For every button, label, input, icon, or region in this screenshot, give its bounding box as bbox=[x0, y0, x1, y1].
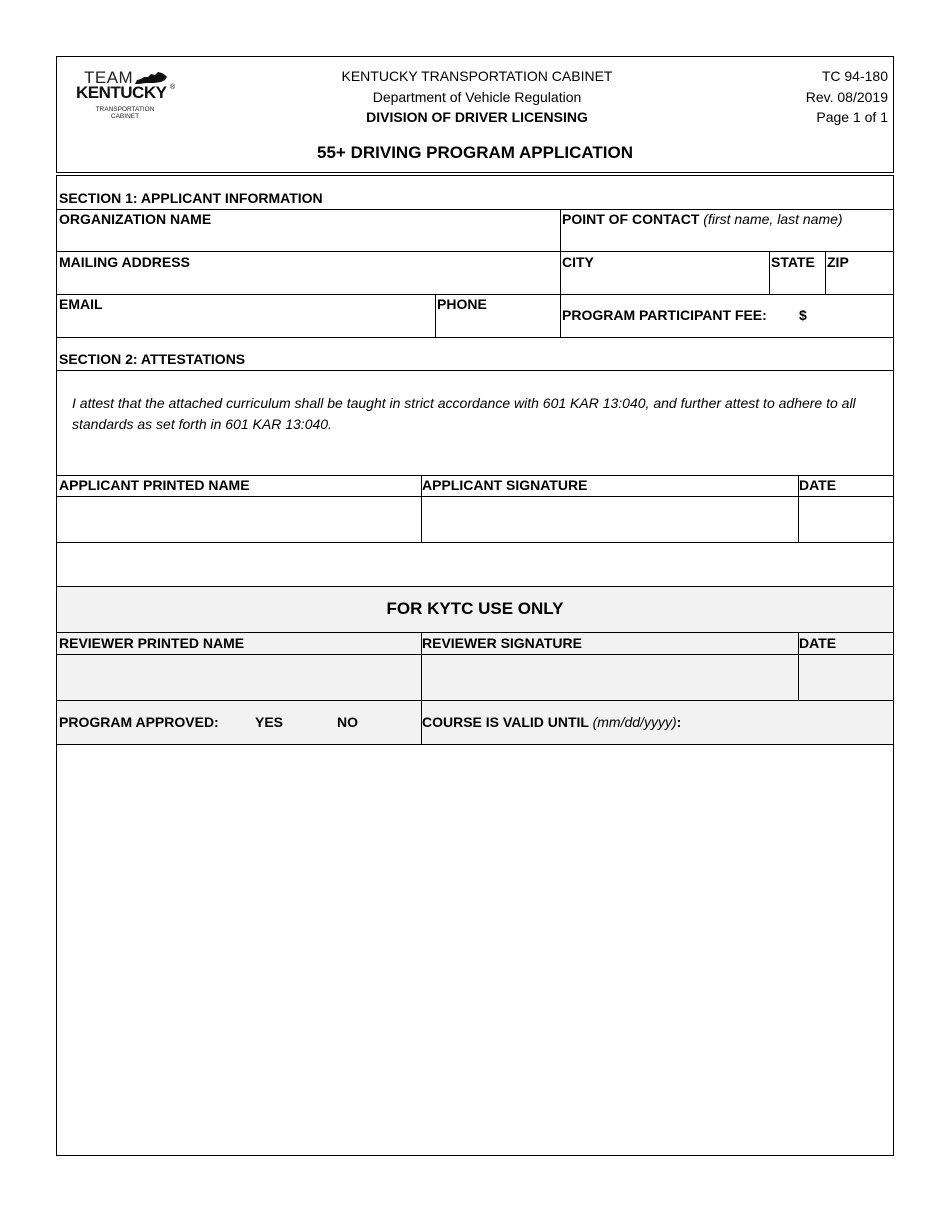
divider bbox=[57, 542, 893, 543]
course-valid-until-label bbox=[422, 714, 681, 730]
logo-team-text: TEAM bbox=[84, 68, 134, 87]
reviewer-signature-field[interactable] bbox=[422, 655, 797, 699]
divider bbox=[57, 251, 893, 252]
applicant-printed-name-field[interactable] bbox=[58, 497, 420, 542]
form-revision: Rev. 08/2019 bbox=[805, 89, 888, 105]
form-number: TC 94-180 bbox=[821, 68, 888, 84]
applicant-printed-name-label: APPLICANT PRINTED NAME bbox=[59, 477, 250, 493]
divider bbox=[57, 209, 893, 210]
point-of-contact-hint: (first name, last name) bbox=[703, 211, 843, 227]
reviewer-date-label: DATE bbox=[799, 635, 837, 651]
applicant-date-field[interactable] bbox=[799, 497, 892, 542]
logo-kentucky-text: KENTUCKY bbox=[76, 83, 167, 102]
logo-subtitle-line1: TRANSPORTATION bbox=[95, 106, 155, 113]
form-title: 55+ DRIVING PROGRAM APPLICATION bbox=[317, 143, 633, 162]
program-approved-label: PROGRAM APPROVED: bbox=[59, 714, 219, 730]
divider bbox=[57, 294, 893, 295]
divider bbox=[57, 632, 893, 633]
reviewer-date-field[interactable] bbox=[799, 655, 892, 699]
state-field[interactable] bbox=[770, 272, 824, 293]
phone-label: PHONE bbox=[437, 296, 487, 312]
organization-name-field[interactable] bbox=[58, 228, 558, 250]
kytc-use-only-heading: FOR KYTC USE ONLY bbox=[386, 599, 564, 618]
section2-heading: SECTION 2: ATTESTATIONS bbox=[59, 351, 246, 367]
zip-field[interactable] bbox=[826, 272, 892, 293]
course-valid-until-field[interactable] bbox=[690, 706, 890, 740]
mailing-address-field[interactable] bbox=[58, 272, 558, 293]
course-valid-until-text: COURSE IS VALID UNTIL bbox=[422, 714, 589, 730]
department-name: Department of Vehicle Regulation bbox=[372, 89, 582, 105]
fee-currency-symbol: $ bbox=[799, 307, 807, 323]
divider bbox=[57, 337, 893, 338]
mailing-address-label: MAILING ADDRESS bbox=[59, 254, 190, 270]
logo-subtitle-line2: CABINET bbox=[110, 113, 140, 120]
divider bbox=[57, 370, 893, 371]
applicant-signature-field[interactable] bbox=[422, 497, 797, 542]
point-of-contact-field[interactable] bbox=[561, 230, 892, 250]
division-name: DIVISION OF DRIVER LICENSING bbox=[366, 109, 588, 125]
attestation-text: I attest that the attached curriculum shall be taught in strict accordance with 601 KAR 13:040, and further attest to adhere to all standards as set forth in 601 KAR 13:040. bbox=[72, 395, 856, 432]
course-valid-until-colon: : bbox=[676, 714, 682, 730]
email-field[interactable] bbox=[58, 314, 433, 336]
point-of-contact-label bbox=[562, 211, 843, 227]
phone-field[interactable] bbox=[436, 314, 559, 336]
applicant-signature-label: APPLICANT SIGNATURE bbox=[422, 477, 588, 493]
point-of-contact-text: POINT OF CONTACT bbox=[562, 211, 700, 227]
city-label: CITY bbox=[562, 254, 594, 270]
divider bbox=[57, 475, 893, 476]
applicant-date-label: DATE bbox=[799, 477, 837, 493]
divider bbox=[57, 700, 893, 701]
reviewer-printed-name-label: REVIEWER PRINTED NAME bbox=[59, 635, 245, 651]
reviewer-signature-label: REVIEWER SIGNATURE bbox=[422, 635, 582, 651]
divider bbox=[57, 744, 893, 745]
participant-fee-label: PROGRAM PARTICIPANT FEE: bbox=[562, 307, 767, 323]
state-label: STATE bbox=[771, 254, 815, 270]
page-number: Page 1 of 1 bbox=[816, 109, 888, 125]
organization-name-label: ORGANIZATION NAME bbox=[59, 211, 212, 227]
zip-label: ZIP bbox=[827, 254, 849, 270]
city-field[interactable] bbox=[561, 272, 768, 293]
participant-fee-field[interactable] bbox=[812, 300, 892, 334]
logo-registered-mark: ® bbox=[170, 84, 176, 91]
reviewer-printed-name-field[interactable] bbox=[58, 655, 420, 699]
section1-heading: SECTION 1: APPLICANT INFORMATION bbox=[59, 190, 323, 206]
course-valid-until-hint: (mm/dd/yyyy) bbox=[592, 714, 677, 730]
approved-yes-option[interactable]: YES bbox=[255, 714, 284, 730]
agency-name: KENTUCKY TRANSPORTATION CABINET bbox=[341, 68, 613, 84]
email-label: EMAIL bbox=[59, 296, 103, 312]
approved-no-option[interactable]: NO bbox=[337, 714, 358, 730]
